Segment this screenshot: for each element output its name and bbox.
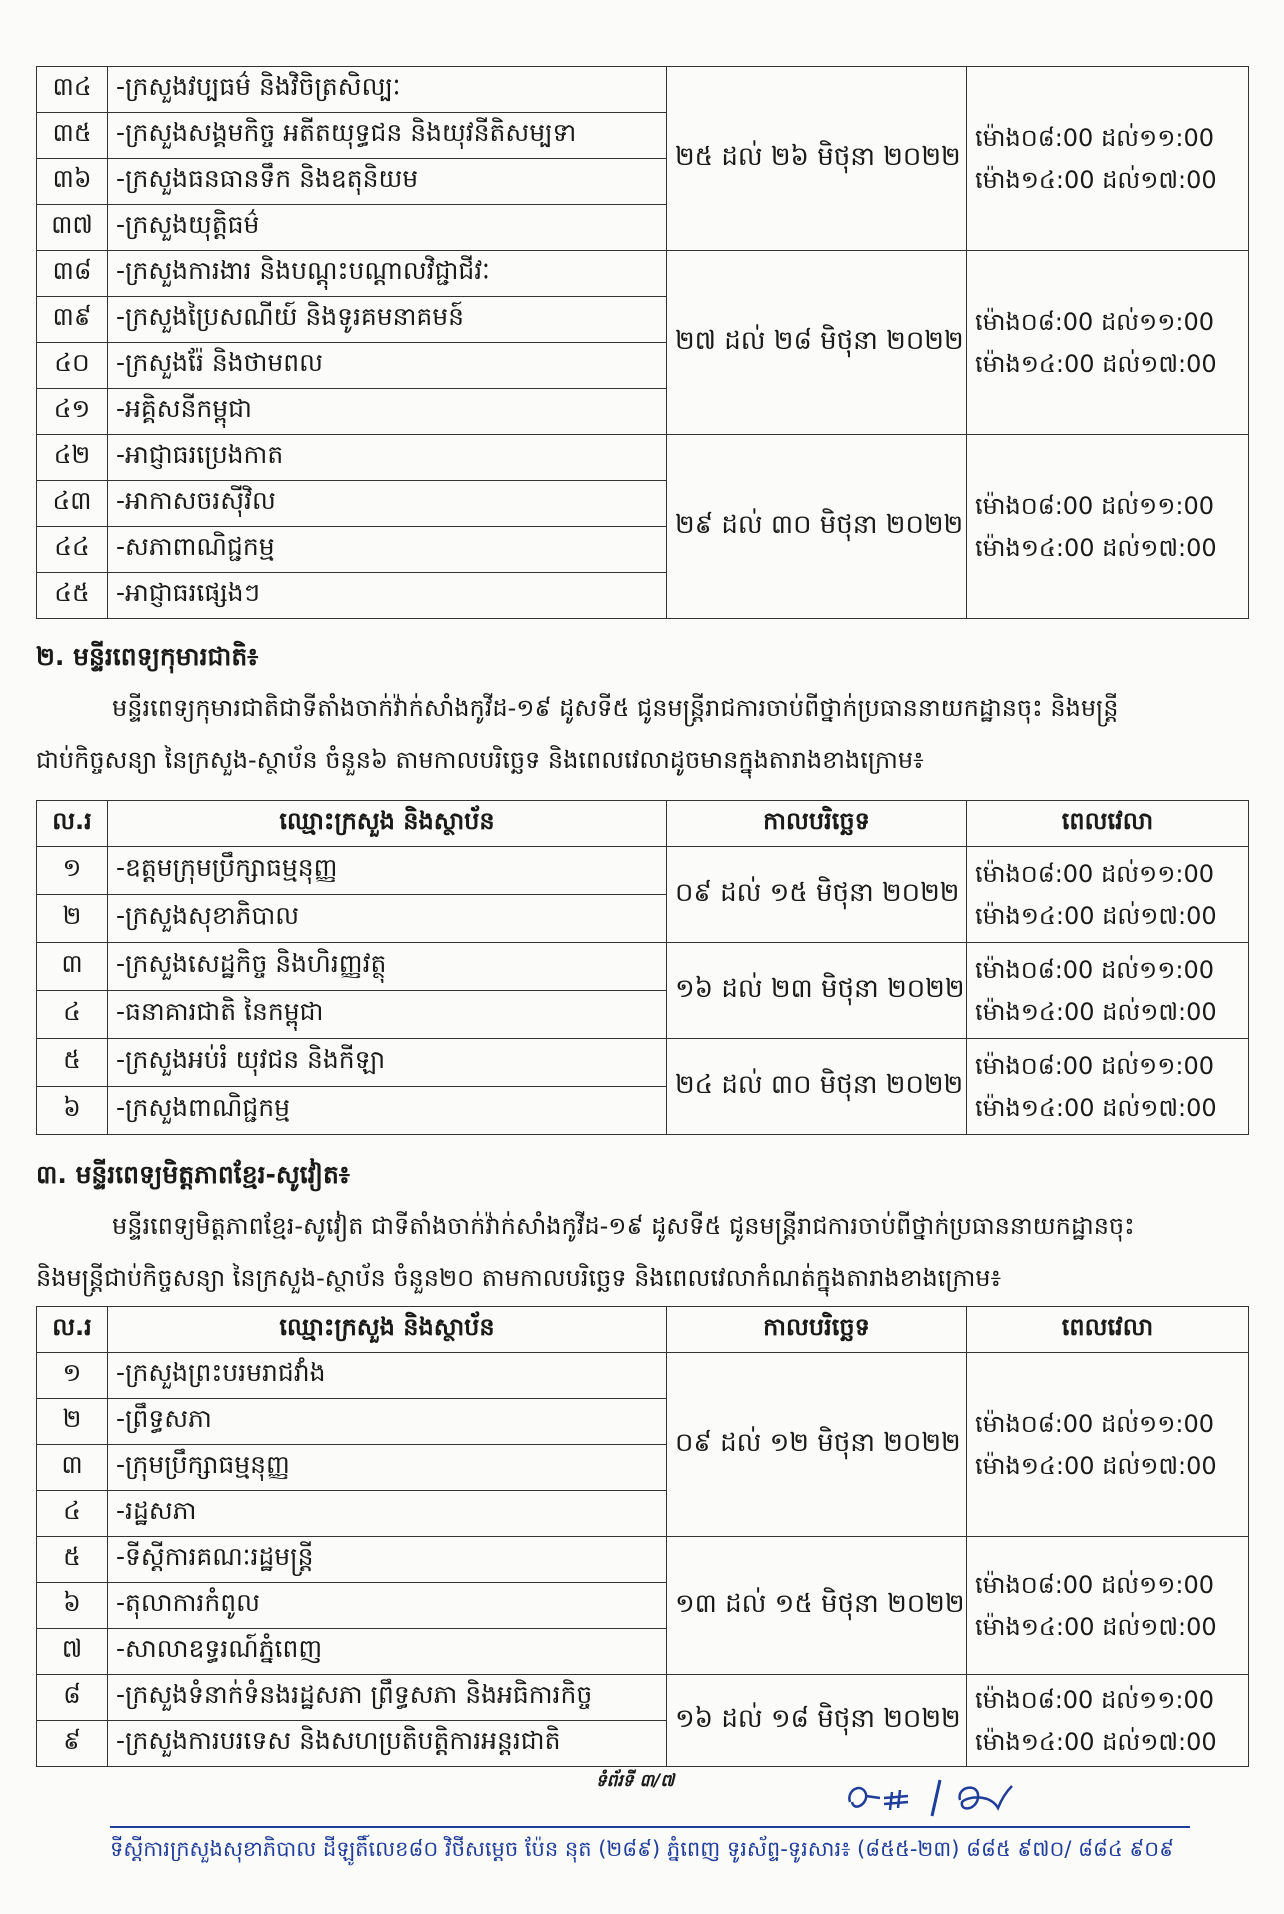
page-number: ទំព័រទី ៣/៧ (595, 1771, 675, 1791)
section-2-heading: ២. មន្ទីរពេទ្យកុមារជាតិ៖ (36, 642, 259, 671)
row-number: ៤៥ (37, 573, 108, 619)
column-header-institution: ឈ្មោះក្រសួង និងស្ថាប័ន (108, 801, 667, 847)
date-range: ២៩ ដល់ ៣០ មិថុនា ២០២២ (667, 435, 967, 619)
date-range: ១៣ ដល់ ១៥ មិថុនា ២០២២ (667, 1537, 967, 1675)
institution-name: -ក្រសួងធនធានទឹក និងឧតុនិយម (108, 159, 667, 205)
row-number: ៣៦ (37, 159, 108, 205)
column-header-date: កាលបរិច្ឆេទ (667, 801, 967, 847)
institution-name: -ក្រសួងពាណិជ្ជកម្ម (108, 1087, 667, 1135)
afternoon-slot: ម៉ោង១៤:00 ដល់១៧:00 (975, 349, 1217, 378)
afternoon-slot: ម៉ោង១៤:00 ដល់១៧:00 (975, 1451, 1217, 1480)
morning-slot: ម៉ោង០៨:00 ដល់១១:00 (975, 1409, 1214, 1438)
time-slots (967, 1675, 1249, 1767)
institution-name: -ក្រុមប្រឹក្សាធម្មនុញ្ញ (108, 1445, 667, 1491)
morning-slot: ម៉ោង០៨:00 ដល់១១:00 (975, 1570, 1214, 1599)
row-number: ៣៩ (37, 297, 108, 343)
schedule-table-continued (36, 66, 1249, 619)
afternoon-slot: ម៉ោង១៤:00 ដល់១៧:00 (975, 997, 1217, 1026)
paragraph-line: មន្ទីរពេទ្យមិត្តភាពខ្មែរ-សូវៀត ជាទីតាំងចាក់វ៉ាក់សាំងកូវីដ-១៩ ដូសទី៥ ជូនមន្ត្រីរាជការចាប់ពីថ្នាក់ប្រធាននាយកដ្ឋានចុះ (112, 1212, 1135, 1240)
date-range: ០៩ ដល់ ១៥ មិថុនា ២០២២ (667, 847, 967, 943)
date-range: ២៤ ដល់ ៣០ មិថុនា ២០២២ (667, 1039, 967, 1135)
institution-name: -ក្រសួងអប់រំ យុវជន និងកីឡា (108, 1039, 667, 1087)
morning-slot: ម៉ោង០៨:00 ដល់១១:00 (975, 123, 1214, 152)
row-number: ២ (37, 1399, 108, 1445)
paragraph-line: ជាប់កិច្ចសន្យា នៃក្រសួង-ស្ថាប័ន ចំនួន៦ តាមកាលបរិច្ឆេទ និងពេលវេលាដូចមានក្នុងតារាងខាងក្រោម៖ (36, 746, 924, 774)
row-number: ៣ (37, 943, 108, 991)
footer-address: ទីស្តីការក្រសួងសុខាភិបាល ដីឡូតិ៍លេខ៨០ វិថីសម្តេច ប៉ែន នុត (២៨៩) ភ្នំពេញ ទូរស័ព្ទ-ទូរសារ៖ (៨៥៥-២៣) ៨៨៥ ៩៧០/ ៨៨៤ ៩០៩ (109, 1837, 1174, 1861)
afternoon-slot: ម៉ោង១៤:00 ដល់១៧:00 (975, 901, 1217, 930)
morning-slot: ម៉ោង០៨:00 ដល់១១:00 (975, 859, 1214, 888)
institution-name: -សភាពាណិជ្ជកម្ម (108, 527, 667, 573)
institution-name: -ក្រសួងប្រៃសណីយ៍ និងទូរគមនាគមន៍ (108, 297, 667, 343)
column-header-time: ពេលវេលា (967, 1307, 1249, 1353)
institution-name: -ព្រឹទ្ធសភា (108, 1399, 667, 1445)
column-header-time: ពេលវេលា (967, 801, 1249, 847)
table-row (37, 847, 1249, 895)
institution-name: -ធនាគារជាតិ នៃកម្ពុជា (108, 991, 667, 1039)
institution-name: -ក្រសួងការបរទេស និងសហប្រតិបត្តិការអន្តរជាតិ (108, 1721, 667, 1767)
time-slots (967, 1039, 1249, 1135)
institution-name: -ក្រសួងយុត្តិធម៌ (108, 205, 667, 251)
morning-slot: ម៉ោង០៨:00 ដល់១១:00 (975, 1685, 1214, 1714)
row-number: ៤៤ (37, 527, 108, 573)
row-number: ៧ (37, 1629, 108, 1675)
time-slots (967, 435, 1249, 619)
row-number: ៣៧ (37, 205, 108, 251)
time-slots (967, 943, 1249, 1039)
date-range: ១៦ ដល់ ១៨ មិថុនា ២០២២ (667, 1675, 967, 1767)
institution-name: -អគ្គិសនីកម្ពុជា (108, 389, 667, 435)
row-number: ៦ (37, 1087, 108, 1135)
section-3-heading: ៣. មន្ទីរពេទ្យមិត្តភាពខ្មែរ-សូវៀត៖ (36, 1160, 350, 1189)
table-row (37, 1537, 1249, 1583)
afternoon-slot: ម៉ោង១៤:00 ដល់១៧:00 (975, 533, 1217, 562)
table-row (37, 1353, 1249, 1399)
row-number: ៦ (37, 1583, 108, 1629)
morning-slot: ម៉ោង០៨:00 ដល់១១:00 (975, 955, 1214, 984)
institution-name: -ក្រសួងរ៉ែ និងថាមពល (108, 343, 667, 389)
institution-name: -អាជ្ញាធរផ្សេងៗ (108, 573, 667, 619)
institution-name: -ក្រសួងទំនាក់ទំនងរដ្ឋសភា ព្រឹទ្ធសភា និងអធិការកិច្ច (108, 1675, 667, 1721)
row-number: ៣៥ (37, 113, 108, 159)
row-number: ៤៣ (37, 481, 108, 527)
institution-name: -តុលាការកំពូល (108, 1583, 667, 1629)
institution-name: -អាជ្ញាធរប្រេងកាត (108, 435, 667, 481)
date-range: ២៥ ដល់ ២៦ មិថុនា ២០២២ (667, 67, 967, 251)
institution-name: -ឧត្តមក្រុមប្រឹក្សាធម្មនុញ្ញ (108, 847, 667, 895)
row-number: ៤០ (37, 343, 108, 389)
column-header-institution: ឈ្មោះក្រសួង និងស្ថាប័ន (108, 1307, 667, 1353)
paragraph-line: មន្ទីរពេទ្យកុមារជាតិជាទីតាំងចាក់វ៉ាក់សាំងកូវីដ-១៩ ដូសទី៥ ជូនមន្ត្រីរាជការចាប់ពីថ្នាក់ប្រធាននាយកដ្ឋានចុះ និងមន្ត្រី (112, 694, 1119, 722)
institution-name: -ក្រសួងសង្គមកិច្ច អតីតយុទ្ធជន និងយុវនីតិសម្បទា (108, 113, 667, 159)
afternoon-slot: ម៉ោង១៤:00 ដល់១៧:00 (975, 1612, 1217, 1641)
morning-slot: ម៉ោង០៨:00 ដល់១១:00 (975, 307, 1214, 336)
institution-name: -អាកាសចរស៊ីវិល (108, 481, 667, 527)
afternoon-slot: ម៉ោង១៤:00 ដល់១៧:00 (975, 1727, 1217, 1756)
date-range: ០៩ ដល់ ១២ មិថុនា ២០២២ (667, 1353, 967, 1537)
table-header-row (37, 801, 1249, 847)
institution-name: -ក្រសួងវប្បធម៌ និងវិចិត្រសិល្បៈ (108, 67, 667, 113)
institution-name: -ក្រសួងសេដ្ឋកិច្ច និងហិរញ្ញវត្ថុ (108, 943, 667, 991)
time-slots (967, 251, 1249, 435)
column-header-number: ល.រ (37, 801, 108, 847)
time-slots (967, 1537, 1249, 1675)
table-row (37, 943, 1249, 991)
institution-name: -ទីស្តីការគណៈរដ្ឋមន្ត្រី (108, 1537, 667, 1583)
row-number: ២ (37, 895, 108, 943)
table-row (37, 67, 1249, 113)
row-number: ៣៤ (37, 67, 108, 113)
time-slots (967, 1353, 1249, 1537)
row-number: ១ (37, 1353, 108, 1399)
section-2-paragraph (36, 682, 1248, 786)
row-number: ៣ (37, 1445, 108, 1491)
column-header-date: កាលបរិច្ឆេទ (667, 1307, 967, 1353)
time-slots (967, 67, 1249, 251)
row-number: ៥ (37, 1039, 108, 1087)
morning-slot: ម៉ោង០៨:00 ដល់១១:00 (975, 491, 1214, 520)
table-row (37, 1675, 1249, 1721)
row-number: ៨ (37, 1675, 108, 1721)
institution-name: -រដ្ឋសភា (108, 1491, 667, 1537)
handwritten-initials-icon (840, 1772, 1030, 1822)
institution-name: -ក្រសួងព្រះបរមរាជវាំង (108, 1353, 667, 1399)
schedule-table-khmer-soviet-hospital (36, 1306, 1249, 1767)
afternoon-slot: ម៉ោង១៤:00 ដល់១៧:00 (975, 165, 1217, 194)
column-header-number: ល.រ (37, 1307, 108, 1353)
footer-divider (110, 1826, 1190, 1828)
row-number: ៤១ (37, 389, 108, 435)
institution-name: -ក្រសួងការងារ និងបណ្តុះបណ្តាលវិជ្ជាជីវៈ (108, 251, 667, 297)
table-row (37, 435, 1249, 481)
date-range: ២៧ ដល់ ២៨ មិថុនា ២០២២ (667, 251, 967, 435)
table-header-row (37, 1307, 1249, 1353)
institution-name: -សាលាឧទ្ធរណ៍ភ្នំពេញ (108, 1629, 667, 1675)
row-number: ៤ (37, 991, 108, 1039)
table-row (37, 1039, 1249, 1087)
row-number: ៤២ (37, 435, 108, 481)
row-number: ៤ (37, 1491, 108, 1537)
row-number: ៥ (37, 1537, 108, 1583)
row-number: ៩ (37, 1721, 108, 1767)
row-number: ៣៨ (37, 251, 108, 297)
morning-slot: ម៉ោង០៨:00 ដល់១១:00 (975, 1051, 1214, 1080)
section-3-paragraph (36, 1200, 1248, 1304)
date-range: ១៦ ដល់ ២៣ មិថុនា ២០២២ (667, 943, 967, 1039)
afternoon-slot: ម៉ោង១៤:00 ដល់១៧:00 (975, 1093, 1217, 1122)
time-slots (967, 847, 1249, 943)
row-number: ១ (37, 847, 108, 895)
table-row (37, 251, 1249, 297)
schedule-table-children-hospital (36, 800, 1249, 1135)
paragraph-line: និងមន្ត្រីជាប់កិច្ចសន្យា នៃក្រសួង-ស្ថាប័ន ចំនួន២០ តាមកាលបរិច្ឆេទ និងពេលវេលាកំណត់ក្នុងតារាងខាងក្រោម៖ (36, 1264, 1002, 1292)
institution-name: -ក្រសួងសុខាភិបាល (108, 895, 667, 943)
